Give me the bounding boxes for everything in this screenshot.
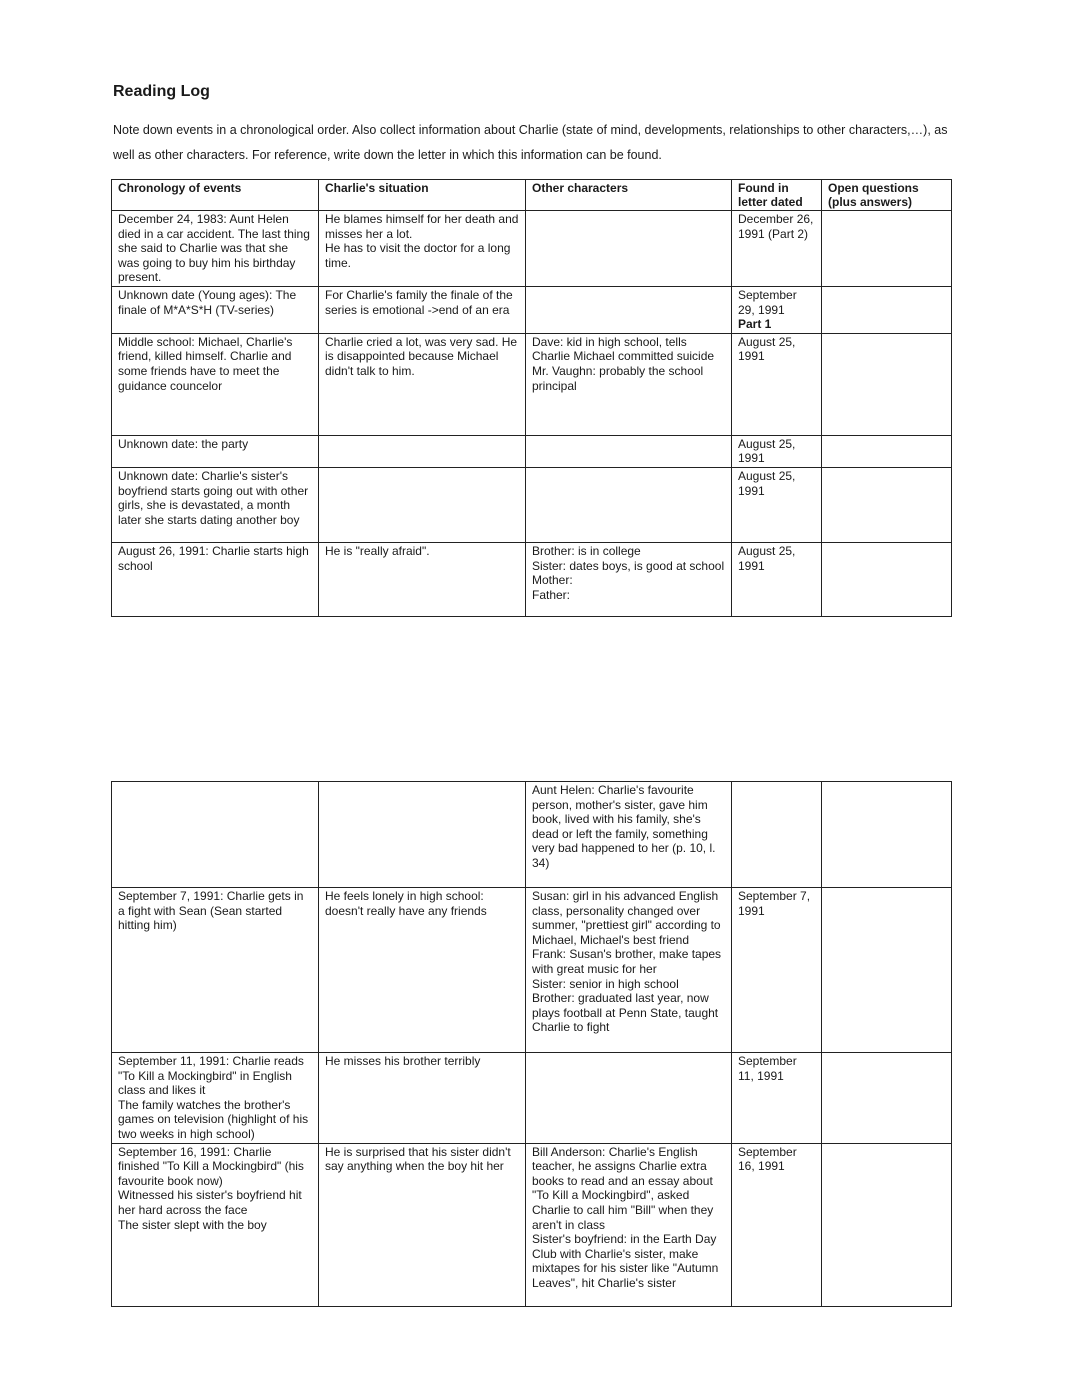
- cell-chronology: Unknown date (Young ages): The finale of M*A*S*H (TV-series): [112, 287, 319, 334]
- cell-found: August 25, 1991: [732, 542, 822, 616]
- cell-others: [526, 435, 732, 467]
- cell-chronology: Unknown date: Charlie's sister's boyfriend starts going out with other girls, she is devastated, a month later she starts dating another boy: [112, 467, 319, 542]
- cell-found: September 29, 1991 Part 1: [732, 287, 822, 334]
- cell-situation: [319, 782, 526, 888]
- header-questions: Open questions (plus answers): [822, 180, 952, 211]
- found-part-label: Part 1: [738, 317, 772, 332]
- cell-questions: [822, 435, 952, 467]
- cell-found: December 26, 1991 (Part 2): [732, 211, 822, 287]
- cell-found: September 11, 1991: [732, 1053, 822, 1144]
- table-row: [112, 782, 952, 888]
- cell-chronology: Unknown date: the party: [112, 435, 319, 467]
- cell-chronology: [112, 782, 319, 888]
- cell-found: August 25, 1991: [732, 435, 822, 467]
- cell-others: Susan: girl in his advanced English class, personality changed over summer, "prettiest girl" according to Michael, Michael's best friend Frank: Susan's brother, make tapes with great music for her Sister: senior in high school Brother: graduated last year, now plays football at Penn State, taught Charlie to fight: [526, 888, 732, 1053]
- page-title: Reading Log: [113, 83, 210, 100]
- cell-questions: [822, 467, 952, 542]
- cell-chronology: September 11, 1991: Charlie reads "To Kill a Mockingbird" in English class and likes it The family watches the brother's games on television (highlight of his two weeks in high school): [112, 1053, 319, 1144]
- cell-others: Aunt Helen: Charlie's favourite person, mother's sister, gave him book, lived with his family, she's dead or left the family, something very bad happened to her (p. 10, l. 34): [526, 782, 732, 888]
- cell-others: [526, 287, 732, 334]
- cell-chronology: August 26, 1991: Charlie starts high school: [112, 542, 319, 616]
- cell-questions: [822, 211, 952, 287]
- cell-situation: [319, 467, 526, 542]
- header-others: Other characters: [526, 180, 732, 211]
- header-chronology: Chronology of events: [112, 180, 319, 211]
- cell-questions: [822, 1053, 952, 1144]
- cell-others: [526, 467, 732, 542]
- table-row: [112, 211, 952, 287]
- table-row: [112, 333, 952, 435]
- cell-situation: He misses his brother terribly: [319, 1053, 526, 1144]
- cell-questions: [822, 333, 952, 435]
- cell-situation: For Charlie's family the finale of the series is emotional ->end of an era: [319, 287, 526, 334]
- table-row: [112, 287, 952, 334]
- cell-others: Brother: is in college Sister: dates boys, is good at school Mother: Father:: [526, 542, 732, 616]
- cell-found: [732, 782, 822, 888]
- cell-found: August 25, 1991: [732, 333, 822, 435]
- cell-situation: [319, 435, 526, 467]
- table-row: [112, 888, 952, 1053]
- cell-chronology: Middle school: Michael, Charlie's friend, killed himself. Charlie and some friends have to meet the guidance councelor: [112, 333, 319, 435]
- header-situation: Charlie's situation: [319, 180, 526, 211]
- table-row: [112, 435, 952, 467]
- table-row: [112, 542, 952, 616]
- cell-found: August 25, 1991: [732, 467, 822, 542]
- cell-questions: [822, 782, 952, 888]
- cell-others: Bill Anderson: Charlie's English teacher, he assigns Charlie extra books to read and an essay about "To Kill a Mockingbird", asked Charlie to call him "Bill" when they aren't in class Sister's boyfriend: in the Earth Day Club with Charlie's sister, make mixtapes for his sister like "Autumn Leaves", hit Charlie's sister: [526, 1143, 732, 1306]
- cell-situation: Charlie cried a lot, was very sad. He is disappointed because Michael didn't talk to him.: [319, 333, 526, 435]
- cell-chronology: December 24, 1983: Aunt Helen died in a car accident. The last thing she said to Charlie was that she was going to buy him his birthday present.: [112, 211, 319, 287]
- cell-situation: He is surprised that his sister didn't say anything when the boy hit her: [319, 1143, 526, 1306]
- cell-chronology: September 16, 1991: Charlie finished "To Kill a Mockingbird" (his favourite book now) Witnessed his sister's boyfriend hit her hard across the face The sister slept with the boy: [112, 1143, 319, 1306]
- cell-situation: He feels lonely in high school: doesn't really have any friends: [319, 888, 526, 1053]
- cell-questions: [822, 287, 952, 334]
- cell-others: [526, 1053, 732, 1144]
- cell-chronology: September 7, 1991: Charlie gets in a fight with Sean (Sean started hitting him): [112, 888, 319, 1053]
- cell-situation: He blames himself for her death and misses her a lot. He has to visit the doctor for a long time.: [319, 211, 526, 287]
- cell-others: [526, 211, 732, 287]
- cell-others: Dave: kid in high school, tells Charlie Michael committed suicide Mr. Vaughn: probably the school principal: [526, 333, 732, 435]
- cell-found: September 7, 1991: [732, 888, 822, 1053]
- cell-questions: [822, 888, 952, 1053]
- cell-questions: [822, 542, 952, 616]
- cell-questions: [822, 1143, 952, 1306]
- table-header-row: [112, 180, 952, 211]
- header-found: Found in letter dated: [732, 180, 822, 211]
- cell-situation: He is "really afraid".: [319, 542, 526, 616]
- table-row: [112, 1053, 952, 1144]
- cell-found: September 16, 1991: [732, 1143, 822, 1306]
- reading-log-table-2: [111, 781, 952, 1307]
- table-row: [112, 467, 952, 542]
- table-row: [112, 1143, 952, 1306]
- reading-log-table-1: [111, 179, 952, 617]
- instructions: Note down events in a chronological order. Also collect information about Charlie (state of mind, developments, relationships to other characters,…), as well as other characters. For reference, write down the letter in which this information can be found.: [113, 123, 948, 162]
